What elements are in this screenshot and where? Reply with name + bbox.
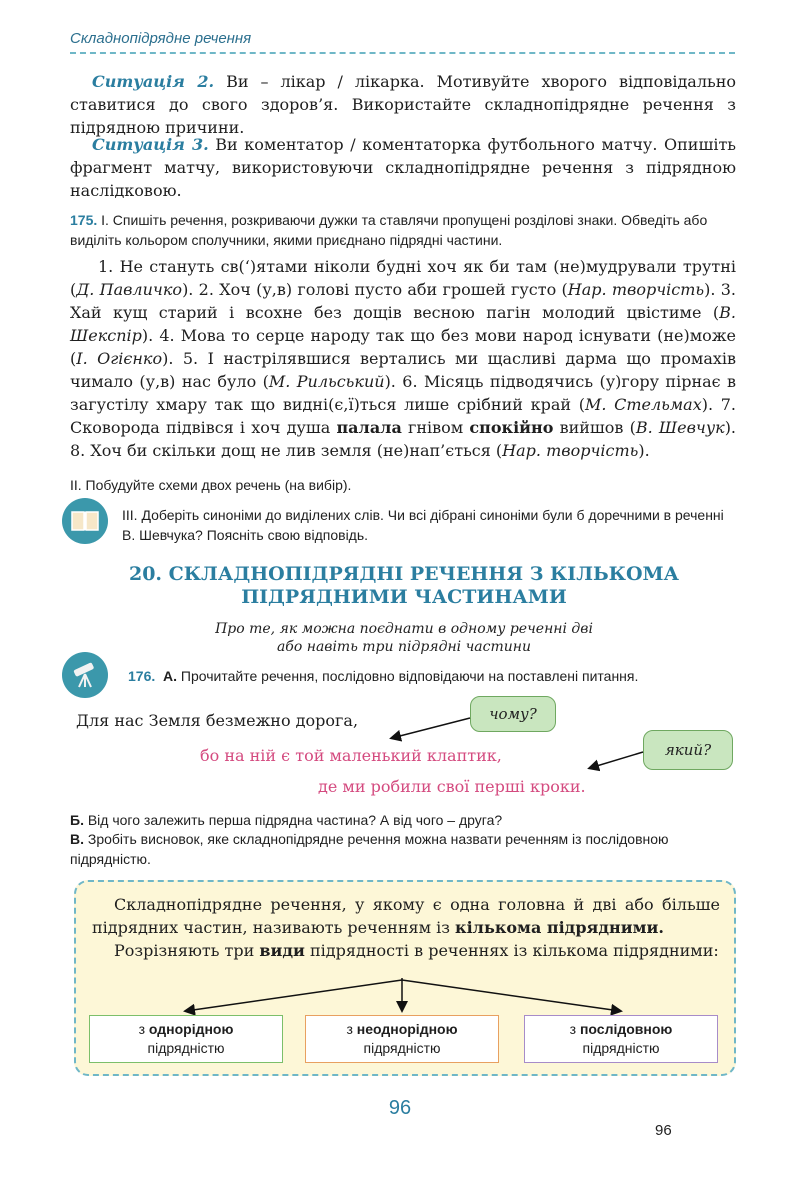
situation-3-label: Ситуація 3. — [92, 135, 209, 154]
running-header: Складнопідрядне речення — [70, 30, 252, 47]
question-bubble-which: який? — [643, 730, 733, 770]
exercise-175-task-1: 175. І. Спишіть речення, розкриваючи дужки та ставлячи пропущені розділові знаки. Обведіть або виділіть кольором сполучники, якими приєднано підрядні частини. — [70, 212, 708, 248]
type-box-heterogeneous: з неоднорідною підрядністю — [305, 1015, 499, 1063]
section-subtitle-line-1: Про те, як можна поєднати в одному реченні дві — [215, 621, 593, 637]
situation-2-text: Ви – лікар / лікарка. Мотивуйте хворого відповідально ставитися до свого здоров’я. Використайте складнопідрядне речення з підрядною причини. — [70, 72, 737, 137]
exercise-175-sentences: 1. Не стануть св(‘)ятами ніколи будні хоч як би там (не)мудрували трутні (Д. Павличко). 2. Хоч (у,в) голові пусто аби грошей густо (Нар. творчість). 3. Хай кущ старий і всохне без дощів весною пагін молодий цвістиме (В. Шекспір). 4. Мова то серце народу так що без мови народ існувати (не)може (І. Огієнко). 5. І настрілявшися вертались ми щасливі дарма що промахів чимало (у,в) нас було (М. Рильський). 6. Місяць підводячись (у)гору пірнає в загустілу хмару так що видні(є,ї)ться лише срібний край (М. Стельмах). 7. Сковорода підвівся і хоч душа палала гнівом спокійно вийшов (В. Шевчук). 8. Хоч би скільки дощ не лив земля (не)нап’ється (Нар. творчість). — [70, 257, 737, 460]
type-box-sequential: з послідовною підрядністю — [524, 1015, 718, 1063]
exercise-175-task-2: ІІ. Побудуйте схеми двох речень (на вибір). — [70, 477, 352, 493]
subordinate-clause-2: де ми робили свої перші кроки. — [318, 777, 586, 796]
section-subtitle-line-2: або навіть три підрядні частини — [276, 639, 532, 655]
exercise-175-number: 175. — [70, 212, 98, 228]
highlighted-word-palala: палала — [336, 418, 402, 437]
section-title-line-1: 20. СКЛАДНОПІДРЯДНІ РЕЧЕННЯ З КІЛЬКОМА — [128, 563, 680, 585]
page-number-center: 96 — [388, 1097, 412, 1119]
section-title-line-2: ПІДРЯДНИМИ ЧАСТИНАМИ — [241, 586, 567, 608]
highlighted-word-spokiino: спокійно — [469, 418, 554, 437]
subordinate-clause-1: бо на ній є той маленький клаптик, — [200, 746, 502, 765]
rule-paragraph-1: Складнопідрядне речення, у якому є одна головна й дві або більше підрядних частин, називають реченням із кількома підрядними. — [92, 895, 720, 937]
exercise-176-task-a: 176. А. Прочитайте речення, послідовно відповідаючи на поставлені питання. — [128, 668, 639, 684]
situation-3: Ситуація 3. Ви коментатор / коментаторка футбольного матчу. Опишіть фрагмент матчу, використовуючи складнопідрядне речення з підрядною наслідковою. — [70, 135, 737, 200]
exercise-176-task-b: Б. Від чого залежить перша підрядна частина? А від чого – друга? — [70, 812, 503, 828]
type-box-homogeneous: з однорідною підрядністю — [89, 1015, 283, 1063]
exercise-175-task-3: ІІІ. Доберіть синоніми до виділених слів. Чи всі дібрані синоніми були б доречними в реченні В. Шевчука? Поясніть свою відповідь. — [122, 507, 724, 543]
exercise-176-task-c: В. Зробіть висновок, яке складнопідрядне речення можна назвати реченням із послідовною підрядністю. — [70, 831, 669, 867]
exercise-176-number: 176. — [128, 668, 156, 684]
main-clause: Для нас Земля безмежно дорога, — [76, 711, 359, 730]
rule-paragraph-2: Розрізняють три види підрядності в реченнях із кількома підрядними: — [114, 941, 719, 960]
page-number-right: 96 — [655, 1122, 672, 1139]
situation-2-label: Ситуація 2. — [92, 72, 215, 91]
question-bubble-why: чому? — [470, 696, 556, 732]
